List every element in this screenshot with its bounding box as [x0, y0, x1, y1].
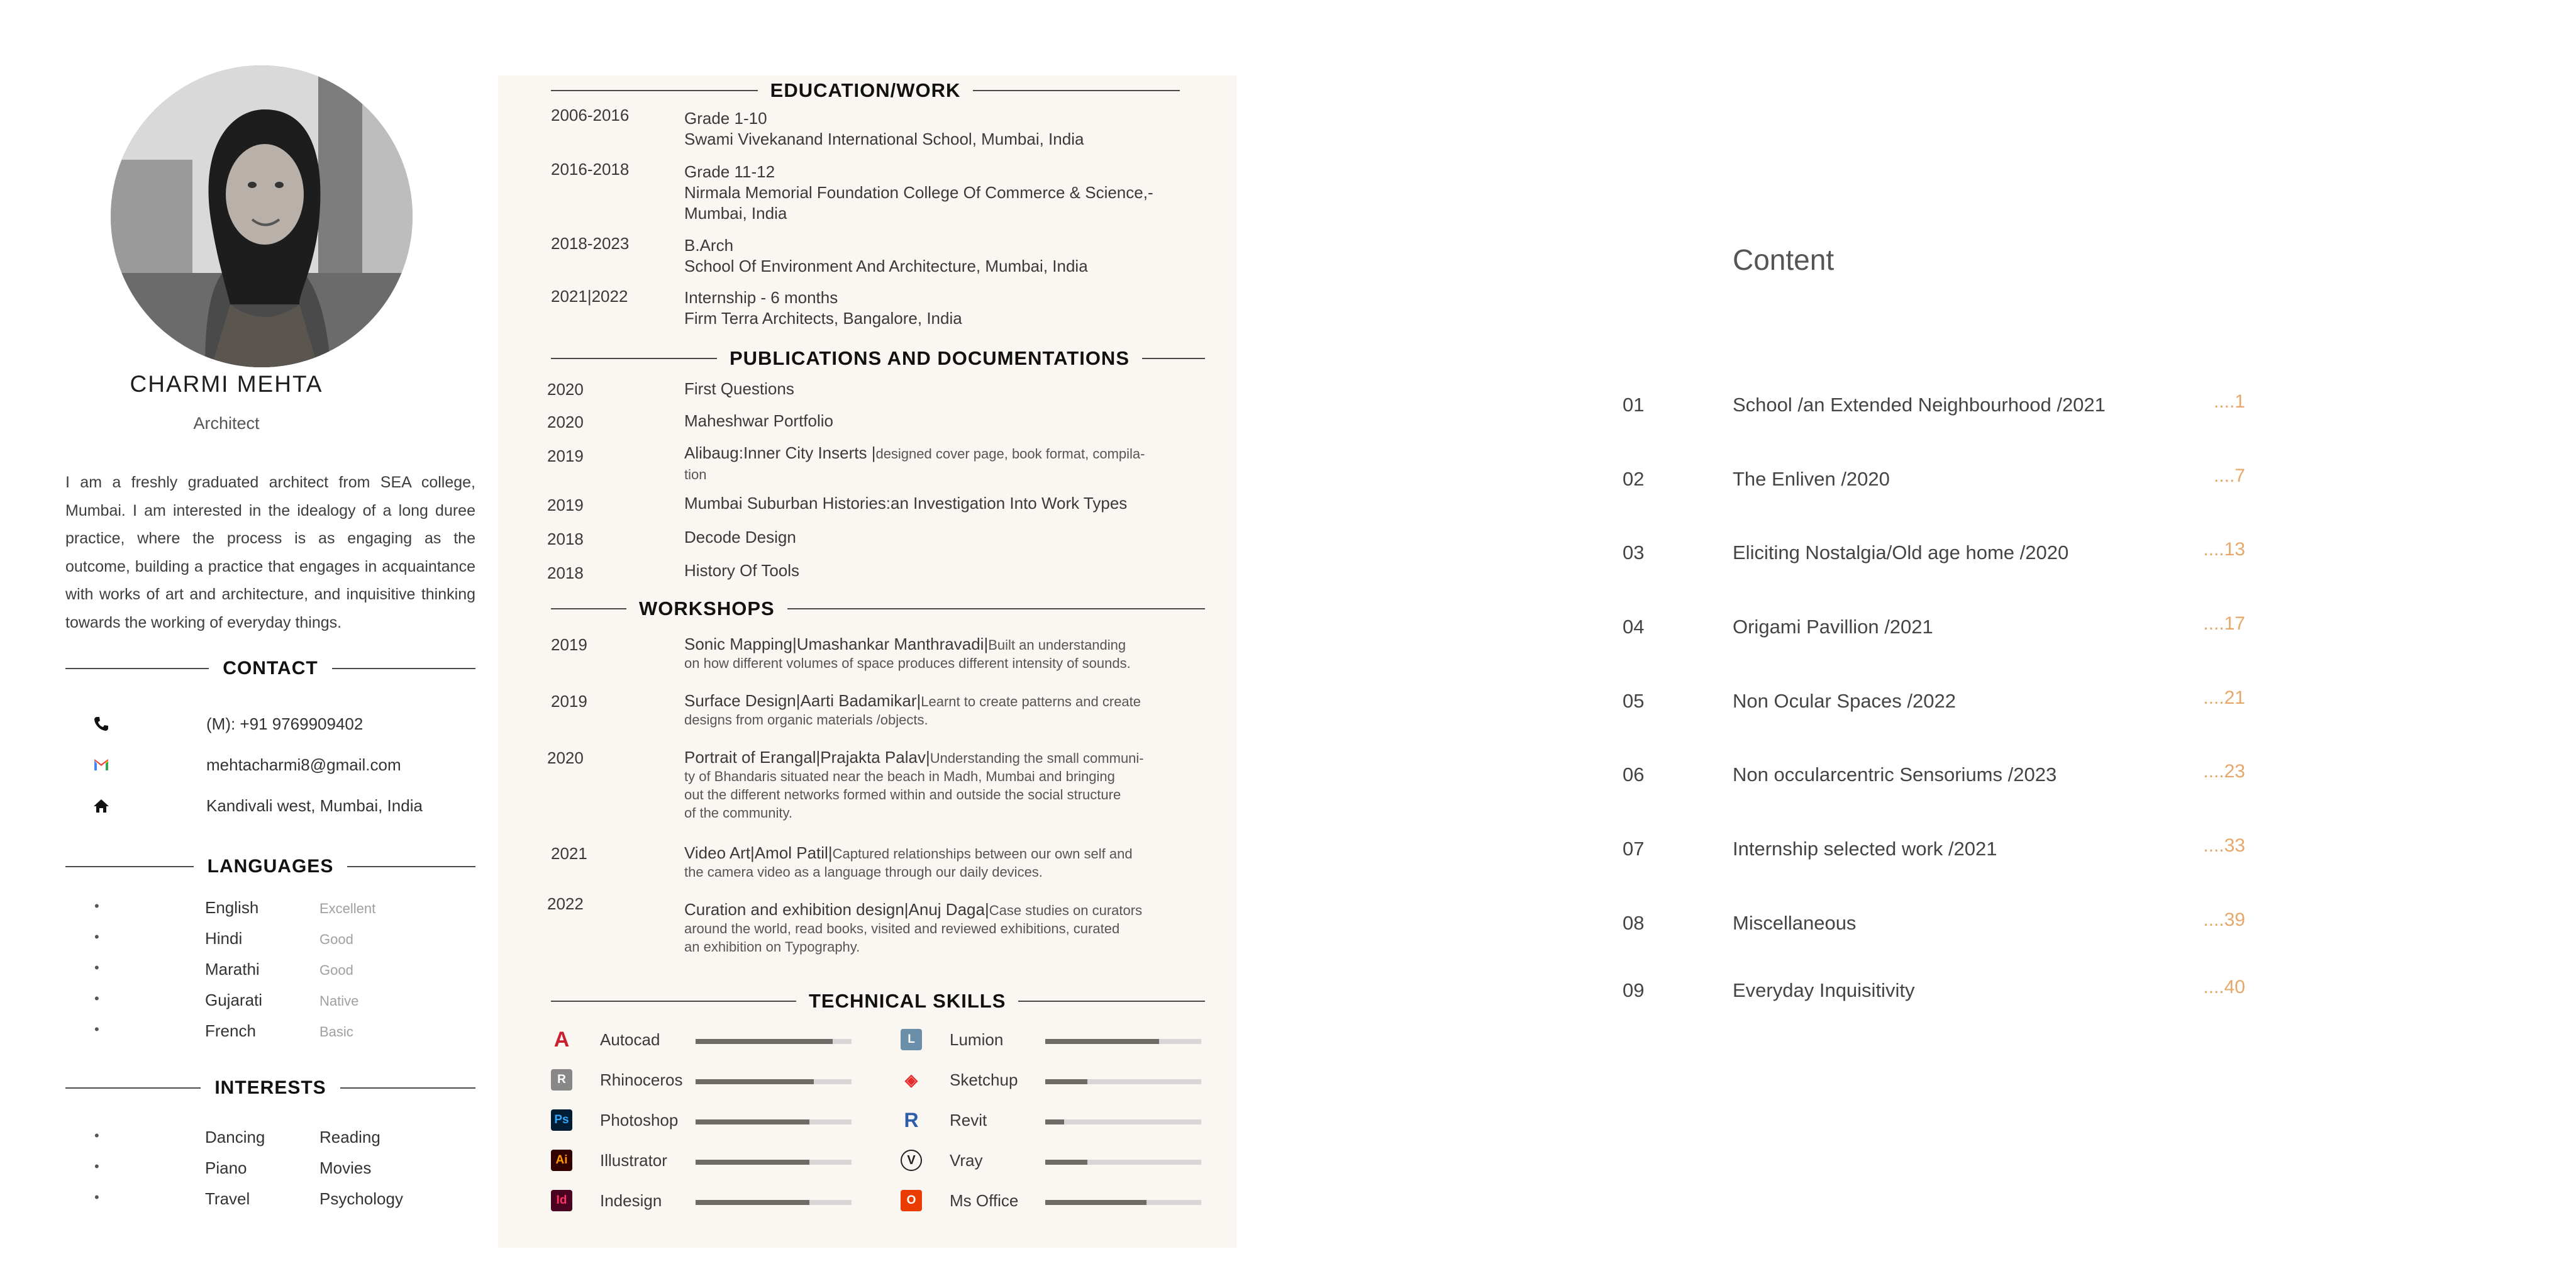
workshop-desc: designs from organic materials /objects.: [684, 712, 928, 728]
interest-row: [65, 1125, 475, 1150]
vray-icon: V: [901, 1150, 922, 1171]
contents-title-text: Miscellaneous: [1733, 912, 1857, 934]
skill-bar-track: [1045, 1039, 1201, 1044]
contents-page: ....23: [2203, 761, 2245, 782]
contents-title-text: Origami Pavillion /2021: [1733, 616, 1933, 638]
home-icon: [92, 796, 111, 815]
publication-title: History Of Tools: [684, 561, 800, 580]
skill-bar-track: [696, 1200, 852, 1205]
education-line: Internship - 6 months: [684, 288, 838, 307]
skill-bar-fill: [696, 1119, 809, 1124]
contents-title-text: Non Ocular Spaces /2022: [1733, 690, 1956, 712]
lumion-icon: L: [901, 1029, 922, 1050]
contents-number: 07: [1623, 838, 1645, 860]
bullet: •: [94, 960, 99, 975]
skill-bar-fill: [1045, 1160, 1087, 1165]
language-item: [65, 957, 475, 982]
heading-rule: [787, 608, 1205, 609]
workshop-title: Video Art|Amol Patil|: [684, 843, 833, 862]
profile-column: [65, 0, 475, 1288]
workshop-title: Curation and exhibition design|Anuj Daga|: [684, 900, 989, 919]
contact-email-text[interactable]: mehtacharmi8@gmail.com: [206, 755, 401, 774]
heading-rule: [1142, 358, 1205, 359]
workshop-desc: of the community.: [684, 805, 792, 821]
heading-rule: [551, 90, 758, 91]
workshop-desc: the camera video as a language through our daily devices.: [684, 864, 1043, 880]
revit-icon: R: [904, 1109, 919, 1131]
language-name: English: [205, 898, 259, 917]
skill-bar-fill: [696, 1200, 809, 1205]
language-item: [65, 896, 475, 921]
skill-bar-track: [696, 1119, 852, 1124]
skill-bar-track: [1045, 1119, 1201, 1124]
contact-address-text: Kandivali west, Mumbai, India: [206, 796, 423, 815]
skill-revit: [901, 1108, 1228, 1133]
contents-title-text: Everyday Inquisitivity: [1733, 979, 1915, 1001]
contact-phone-text[interactable]: (M): +91 9769909402: [206, 714, 364, 733]
publication-title: Maheshwar Portfolio: [684, 411, 833, 430]
heading-rule: [332, 668, 475, 669]
language-item: [65, 926, 475, 952]
workshops-heading-text: WORKSHOPS: [639, 597, 775, 619]
skills-heading: [551, 989, 1205, 1014]
education-year: 2018-2023: [551, 234, 630, 253]
education-entry: [684, 108, 1084, 150]
skill-name: Revit: [950, 1111, 987, 1130]
contents-title-text: School /an Extended Neighbourhood /2021: [1733, 394, 2106, 416]
workshop-desc: Case studies on curators: [989, 902, 1143, 918]
publication-title: Alibaug:Inner City Inserts |: [684, 443, 876, 462]
contact-phone: [65, 712, 475, 737]
skill-name: Vray: [950, 1151, 983, 1170]
contents-page: ....7: [2213, 465, 2245, 486]
profile-photo-illustration: [111, 65, 413, 367]
education-year: 2016-2018: [551, 160, 630, 179]
workshops-heading: [551, 596, 1205, 621]
skill-bar-fill: [696, 1039, 833, 1044]
photoshop-icon: Ps: [551, 1109, 572, 1131]
skill-photoshop: [551, 1108, 878, 1133]
interests-heading: [65, 1075, 475, 1101]
skill-rhinoceros: [551, 1068, 878, 1093]
languages-heading-text: LANGUAGES: [207, 856, 334, 877]
skills-heading-text: TECHNICAL SKILLS: [809, 990, 1006, 1012]
skill-autocad: [551, 1028, 878, 1053]
bullet: •: [94, 1021, 99, 1037]
skill-indesign: [551, 1189, 878, 1214]
language-name: Gujarati: [205, 991, 263, 1009]
workshop-title: Portrait of Erangal|Prajakta Palav|: [684, 748, 930, 767]
skill-vray: [901, 1148, 1228, 1174]
contents-page: ....33: [2203, 835, 2245, 856]
heading-rule: [973, 90, 1180, 91]
heading-rule: [65, 866, 194, 867]
publication-year: 2020: [547, 413, 584, 431]
skill-bar-fill: [1045, 1039, 1159, 1044]
skill-bar-track: [696, 1079, 852, 1084]
education-entry: [684, 162, 1153, 224]
workshop-desc: Captured relationships between our own self and: [832, 846, 1133, 862]
education-heading: [551, 78, 1180, 103]
contents-title-text: Eliciting Nostalgia/Old age home /2020: [1733, 541, 2069, 564]
workshop-entry: [684, 901, 1142, 956]
skill-illustrator: [551, 1148, 878, 1174]
language-item: [65, 988, 475, 1013]
sketchup-icon: ◈: [905, 1070, 918, 1089]
illustrator-icon: Ai: [551, 1150, 572, 1171]
contents-item[interactable]: [1623, 686, 2251, 718]
contents-page: ....39: [2203, 909, 2245, 930]
contents-number: 09: [1623, 979, 1645, 1001]
contents-page: ....13: [2203, 539, 2245, 560]
skill-name: Sketchup: [950, 1070, 1018, 1089]
interest-row: [65, 1156, 475, 1181]
language-name: Hindi: [205, 929, 243, 948]
language-level: Basic: [319, 1024, 353, 1040]
workshop-desc: Understanding the small communi-: [930, 750, 1144, 766]
contents-item[interactable]: [1623, 538, 2251, 569]
workshop-entry: [684, 635, 1131, 672]
bullet: •: [94, 929, 99, 945]
heading-rule: [65, 668, 209, 669]
education-line: Mumbai, India: [684, 204, 787, 223]
interest-item: Movies: [319, 1158, 372, 1177]
contents-number: 06: [1623, 763, 1645, 786]
workshop-entry: [684, 844, 1133, 881]
contents-number: 01: [1623, 394, 1645, 416]
workshop-desc: around the world, read books, visited and reviewed exhibitions, curated: [684, 921, 1120, 936]
education-line: Grade 11-12: [684, 162, 775, 181]
education-line: B.Arch: [684, 236, 734, 255]
skill-bar-fill: [696, 1079, 814, 1084]
education-entry: [684, 235, 1088, 277]
contents-page: ....40: [2203, 977, 2245, 997]
contents-title: Content: [1733, 243, 1835, 276]
contents-page: ....17: [2203, 613, 2245, 634]
publication-year: 2018: [547, 564, 584, 582]
publication-title: Decode Design: [684, 528, 796, 547]
skill-bar-track: [1045, 1160, 1201, 1165]
skill-ms-office: [901, 1189, 1228, 1214]
skill-bar-track: [1045, 1079, 1201, 1084]
interest-item: Piano: [205, 1158, 247, 1177]
workshop-year: 2019: [551, 692, 587, 711]
heading-rule: [551, 608, 626, 609]
heading-rule: [1018, 1001, 1205, 1002]
publications-heading-text: PUBLICATIONS AND DOCUMENTATIONS: [729, 347, 1130, 369]
skill-bar-fill: [1045, 1200, 1146, 1205]
publication-title: Mumbai Suburban Histories:an Investigation Into Work Types: [684, 494, 1128, 513]
skill-bar-track: [1045, 1200, 1201, 1205]
contact-heading-text: CONTACT: [223, 658, 318, 679]
education-line: School Of Environment And Architecture, Mumbai, India: [684, 257, 1088, 275]
language-name: French: [205, 1021, 256, 1040]
contents-page: ....21: [2203, 687, 2245, 708]
gmail-icon: [92, 755, 111, 774]
skill-name: Illustrator: [600, 1151, 667, 1170]
education-line: Swami Vivekanand International School, Mumbai, India: [684, 130, 1084, 148]
skill-name: Indesign: [600, 1191, 662, 1210]
heading-rule: [551, 1001, 796, 1002]
language-level: Native: [319, 993, 359, 1009]
autocad-icon: A: [553, 1028, 570, 1052]
heading-rule: [551, 358, 717, 359]
contents-item[interactable]: [1623, 612, 2251, 643]
language-level: Good: [319, 962, 353, 978]
language-name: Marathi: [205, 960, 260, 979]
contents-number: 04: [1623, 616, 1645, 638]
workshop-desc: Built an understanding: [988, 637, 1126, 653]
profile-photo: [111, 65, 413, 367]
publication-entry: [684, 443, 1145, 484]
publication-year: 2019: [547, 496, 584, 514]
contents-item[interactable]: [1623, 834, 2251, 865]
workshop-desc: an exhibition on Typography.: [684, 939, 860, 955]
workshop-year: 2021: [551, 844, 587, 863]
skill-bar-track: [696, 1160, 852, 1165]
interests-heading-text: INTERESTS: [214, 1077, 326, 1098]
bullet: •: [94, 1128, 99, 1143]
workshop-title: Surface Design|Aarti Badamikar|: [684, 691, 921, 710]
education-line: Grade 1-10: [684, 109, 767, 128]
skill-name: Ms Office: [950, 1191, 1019, 1210]
workshop-year: 2022: [547, 894, 584, 913]
rhinoceros-icon: R: [551, 1069, 572, 1091]
workshop-desc: ty of Bhandaris situated near the beach in Madh, Mumbai and bringing: [684, 769, 1115, 784]
publication-title: First Questions: [684, 379, 794, 398]
ms-office-icon: O: [901, 1190, 922, 1211]
interest-item: Dancing: [205, 1128, 265, 1146]
heading-rule: [347, 866, 475, 867]
languages-heading: [65, 854, 475, 879]
language-level: Excellent: [319, 901, 376, 916]
contents-page: ....1: [2213, 391, 2245, 412]
education-year: 2006-2016: [551, 106, 630, 125]
education-line: Firm Terra Architects, Bangalore, India: [684, 309, 962, 328]
skill-name: Lumion: [950, 1030, 1004, 1049]
workshop-desc: out the different networks formed within and outside the social structure: [684, 787, 1121, 802]
skill-bar-fill: [1045, 1079, 1087, 1084]
contents-number: 02: [1623, 468, 1645, 490]
contents-title-text: Internship selected work /2021: [1733, 838, 1997, 860]
workshop-desc: on how different volumes of space produces different intensity of sounds.: [684, 655, 1131, 671]
interest-row: [65, 1187, 475, 1212]
workshop-entry: [684, 692, 1141, 729]
skill-name: Rhinoceros: [600, 1070, 683, 1089]
publication-year: 2018: [547, 530, 584, 548]
contact-email: [65, 753, 475, 778]
profile-name: CHARMI MEHTA: [130, 371, 323, 397]
publication-year: 2019: [547, 447, 584, 465]
bullet: •: [94, 1158, 99, 1174]
contents-title-text: The Enliven /2020: [1733, 468, 1890, 490]
skill-lumion: [901, 1028, 1228, 1053]
publications-heading: [551, 346, 1205, 371]
contact-address: [65, 794, 475, 819]
interest-item: Travel: [205, 1189, 250, 1208]
resume-details-panel: [498, 75, 1236, 1248]
contents-item[interactable]: [1623, 390, 2251, 421]
skill-sketchup: [901, 1068, 1228, 1093]
contents-number: 03: [1623, 541, 1645, 564]
contents-title-text: Non occularcentric Sensoriums /2023: [1733, 763, 2057, 786]
publication-year: 2020: [547, 380, 584, 399]
education-line: Nirmala Memorial Foundation College Of Commerce & Science,-: [684, 183, 1153, 202]
education-year: 2021|2022: [551, 287, 628, 306]
bullet: •: [94, 991, 99, 1006]
contact-heading: [65, 656, 475, 681]
publication-note: tion: [684, 467, 707, 482]
education-heading-text: EDUCATION/WORK: [770, 79, 961, 101]
skill-bar-track: [696, 1039, 852, 1044]
contents-item[interactable]: [1623, 908, 2251, 940]
profile-bio: I am a freshly graduated architect from SEA college, Mumbai. I am interested in the idealogy of a long duree practice, where the process is as engaging as the outcome, building a practice that engages in acquaintance with works of art and architecture, and inquisitive thinking towards the working of everyday things.: [65, 474, 475, 631]
skill-name: Photoshop: [600, 1111, 679, 1130]
education-entry: [684, 287, 962, 329]
contents-item[interactable]: [1623, 975, 2251, 1007]
contents-number: 08: [1623, 912, 1645, 934]
phone-icon: [92, 714, 111, 733]
workshop-entry: [684, 748, 1144, 822]
profile-role: Architect: [193, 414, 260, 433]
workshop-year: 2019: [551, 635, 587, 654]
workshop-title: Sonic Mapping|Umashankar Manthravadi|: [684, 635, 989, 653]
heading-rule: [340, 1087, 475, 1089]
workshop-desc: Learnt to create patterns and create: [921, 694, 1141, 709]
contents-item[interactable]: [1623, 464, 2251, 496]
interest-item: Reading: [319, 1128, 380, 1146]
bullet: •: [94, 898, 99, 914]
contents-number: 05: [1623, 690, 1645, 712]
skill-bar-fill: [1045, 1119, 1064, 1124]
skill-name: Autocad: [600, 1030, 660, 1049]
language-item: [65, 1019, 475, 1044]
indesign-icon: Id: [551, 1190, 572, 1211]
skill-bar-fill: [696, 1160, 809, 1165]
publication-note: designed cover page, book format, compila-: [875, 446, 1145, 462]
language-level: Good: [319, 931, 353, 947]
contents-item[interactable]: [1623, 760, 2251, 791]
interest-item: Psychology: [319, 1189, 403, 1208]
heading-rule: [65, 1087, 201, 1089]
bullet: •: [94, 1189, 99, 1205]
workshop-year: 2020: [547, 748, 584, 767]
